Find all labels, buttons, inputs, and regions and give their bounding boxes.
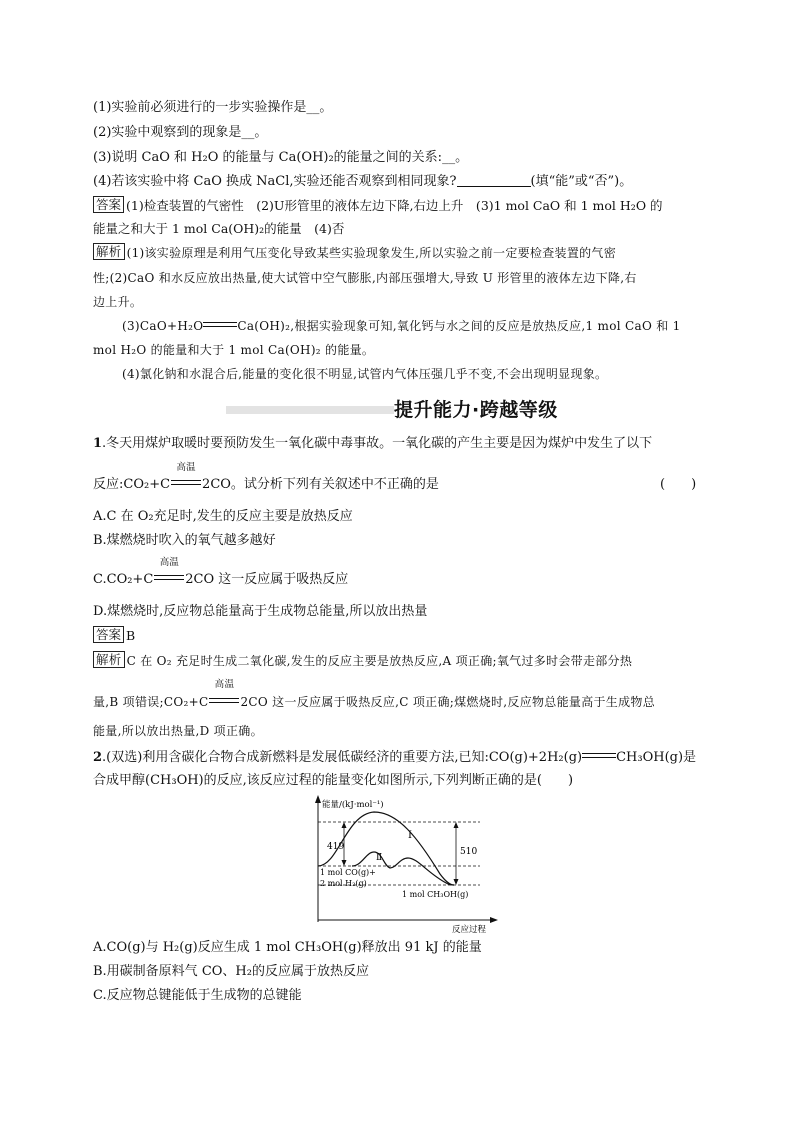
y-axis-arrow-icon <box>315 795 321 803</box>
prev-answer-line-1 <box>93 196 663 216</box>
ea-arrow-up-icon <box>342 822 347 828</box>
reactant-label-2: 2 mol H₂(g) <box>320 879 367 888</box>
answer-text-1: (1)检查装置的气密性 (2)U形管里的液体左边下降,右边上升 (3)1 mol CaO 和 1 mol H₂O 的 <box>126 198 663 213</box>
q1-explain-text-2a: 量,B 项错误;CO₂+C <box>93 695 209 709</box>
x-axis-arrow-icon <box>490 917 498 923</box>
q2-option-a[interactable]: A.CO(g)与 H₂(g)反应生成 1 mol CH₃OH(g)释放出 91 kJ 的能量 <box>93 940 482 955</box>
section-header <box>226 395 626 425</box>
ea-arrow-down-icon <box>342 860 347 866</box>
q1-equation-left: 反应:CO₂+C <box>93 477 171 492</box>
condition-bar-explain <box>209 698 239 703</box>
condition-label-c: 高温 <box>159 557 179 568</box>
q1-option-c-left: C.CO₂+C <box>93 572 154 587</box>
curve-I-label: Ⅰ <box>408 830 412 841</box>
reactant-label-1: 1 mol CO(g)+ <box>320 868 376 877</box>
q1-answer-paren[interactable]: ( ) <box>660 477 697 492</box>
part-4-hint: (填“能”或“否”)。 <box>530 174 633 189</box>
prev-explain-line-5: mol H₂O 的能量和大于 1 mol Ca(OH)₂ 的能量。 <box>93 343 375 357</box>
q1-explain-line-1 <box>93 651 632 671</box>
q1-stem-line-1 <box>93 434 652 454</box>
condition-label: 高温 <box>176 462 196 473</box>
prev-explain-line-2: 性;(2)CaO 和水反应放出热量,使大试管中空气膨胀,内部压强增大,导致 U 形管里的液体左边下降,右 <box>93 271 637 285</box>
condition-bar-c <box>154 575 184 580</box>
explain-text-1: (1)该实验原理是利用气压变化导致某些实验现象发生,所以实验之前一定要检查装置的气密 <box>126 246 617 260</box>
q2-option-b[interactable]: B.用碳制备原料气 CO、H₂的反应属于放热反应 <box>93 964 369 979</box>
y-axis-label: 能量/(kJ·mol⁻¹) <box>322 800 384 810</box>
q1-number: 1 <box>93 436 103 451</box>
q1-option-c[interactable] <box>93 557 349 590</box>
q1-explain-line-2 <box>93 679 656 712</box>
part-4-text: (4)若该实验中将 CaO 换成 NaCl,实验还能否观察到相同现象? <box>93 174 457 189</box>
prev-answer-line-2: 能量之和大于 1 mol Ca(OH)₂的能量 (4)否 <box>93 221 345 236</box>
prev-explain-line-1 <box>93 243 616 263</box>
prev-explain-line-4 <box>122 316 681 336</box>
high-temp-condition-explain <box>208 679 240 712</box>
q2-equation-sign <box>582 753 616 758</box>
prev-question-part-2: (2)实验中观察到的现象是__。 <box>93 125 268 140</box>
q1-stem-text-2: 2CO。试分析下列有关叙述中不正确的是 <box>202 477 439 492</box>
energy-diagram <box>300 794 500 936</box>
q2-stem-line-2: 合成甲醇(CH₃OH)的反应,该反应过程的能量变化如图所示,下列判断正确的是( ) <box>93 773 574 788</box>
product-label: 1 mol CH₃OH(g) <box>402 890 469 899</box>
q1-option-a[interactable]: A.C 在 O₂充足时,发生的反应主要是放热反应 <box>93 509 353 524</box>
q1-explain-tag: 解析 <box>93 651 125 668</box>
prev-question-part-3: (3)说明 CaO 和 H₂O 的能量与 Ca(OH)₂的能量之间的关系:__。 <box>93 150 469 165</box>
q1-stem-line-2 <box>93 462 439 495</box>
equation-products: Ca(OH)₂,根据实验现象可知,氧化钙与水之间的反应是放热反应,1 mol CaO 和 1 <box>237 319 681 333</box>
prev-question-part-4 <box>93 172 632 192</box>
condition-label-explain: 高温 <box>214 679 235 690</box>
peak-arrow-down-icon <box>454 879 459 885</box>
q1-explain-text-2b: 2CO 这一反应属于吸热反应,C 项正确;煤燃烧时,反应物总能量高于生成物总 <box>240 695 656 709</box>
explain-tag: 解析 <box>93 243 125 260</box>
peak-arrow-up-icon <box>454 822 459 828</box>
curve-II-label: Ⅱ <box>376 853 383 863</box>
equation-reactants: (3)CaO+H₂O <box>122 319 204 333</box>
answer-tag: 答案 <box>93 196 124 213</box>
section-stripe <box>226 406 394 414</box>
condition-bar <box>171 480 201 485</box>
q2-stem-text-1b: CH₃OH(g)是 <box>616 750 697 765</box>
high-temp-condition-c <box>153 557 185 590</box>
q2-stem-text-1a: .(双选)利用含碳化合物合成新燃料是发展低碳经济的重要方法,已知:CO(g)+2H₂(g) <box>102 750 583 765</box>
q2-stem-line-1 <box>93 748 696 768</box>
q1-answer-line <box>93 626 135 646</box>
answer-blank[interactable] <box>457 172 531 187</box>
q1-explain-text-1: C 在 O₂ 充足时生成二氧化碳,发生的反应主要是放热反应,A 项正确;氧气过多时会带走部分热 <box>126 654 633 668</box>
prev-question-part-1: (1)实验前必须进行的一步实验操作是__。 <box>93 100 333 115</box>
q1-answer-tag: 答案 <box>93 626 124 643</box>
prev-explain-line-3: 边上升。 <box>93 295 143 309</box>
q1-option-c-right: 2CO 这一反应属于吸热反应 <box>185 572 349 587</box>
ea-value-label: 419 <box>327 842 345 852</box>
q1-answer-value: B <box>126 628 136 643</box>
x-axis-label: 反应过程 <box>452 925 487 935</box>
equation-equals-sign <box>203 322 237 327</box>
high-temp-condition <box>170 462 202 495</box>
q1-option-d[interactable]: D.煤燃烧时,反应物总能量高于生成物总能量,所以放出热量 <box>93 604 428 619</box>
section-title: 提升能力·跨越等级 <box>394 399 558 421</box>
q2-number: 2 <box>93 750 103 765</box>
q1-option-b[interactable]: B.煤燃烧时吹入的氧气越多越好 <box>93 533 276 548</box>
prev-explain-line-6: (4)氯化钠和水混合后,能量的变化很不明显,试管内气体压强几乎不变,不会出现明显现象。 <box>122 367 608 381</box>
q1-explain-line-3: 能量,所以放出热量,D 项正确。 <box>93 724 263 738</box>
q2-option-c[interactable]: C.反应物总键能低于生成物的总键能 <box>93 988 302 1003</box>
peak-value-label: 510 <box>460 847 478 857</box>
q1-stem-text-1: .冬天用煤炉取暖时要预防发生一氧化碳中毒事故。一氧化碳的产生主要是因为煤炉中发生了以下 <box>102 436 653 451</box>
